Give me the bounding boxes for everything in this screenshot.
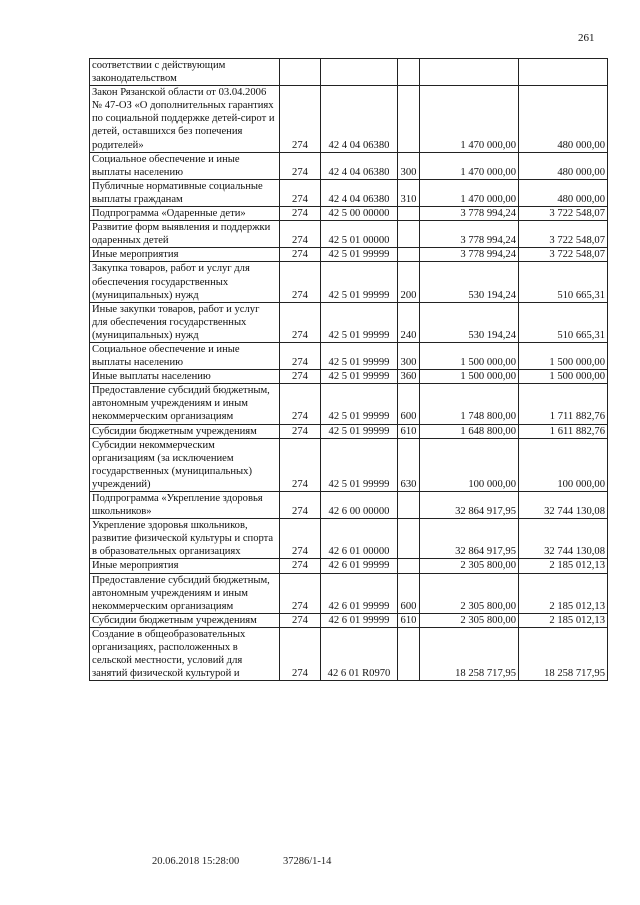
row-target-article-cell: 42 6 01 00000: [321, 519, 398, 559]
table-row: [90, 152, 608, 179]
row-amount-executed-cell: 480 000,00: [519, 152, 608, 179]
row-target-article-cell: 42 5 01 99999: [321, 248, 398, 262]
row-amount-executed-cell: 3 722 548,07: [519, 248, 608, 262]
row-amount-executed-cell: 3 722 548,07: [519, 207, 608, 221]
footer-timestamp: 20.06.2018 15:28:00: [152, 856, 240, 867]
row-target-article-cell: 42 6 01 99999: [321, 559, 398, 573]
row-expense-type-cell: 630: [398, 438, 420, 491]
row-amount-planned-cell: 1 748 800,00: [420, 384, 519, 424]
row-amount-executed-cell: 32 744 130,08: [519, 519, 608, 559]
row-name-cell: Субсидии бюджетным учреждениям: [90, 613, 280, 627]
row-target-article-cell: 42 4 04 06380: [321, 86, 398, 152]
row-name-cell: Иные мероприятия: [90, 248, 280, 262]
row-amount-executed-cell: [519, 59, 608, 86]
row-name-cell: Социальное обеспечение и иные выплаты населению: [90, 152, 280, 179]
row-amount-executed-cell: 1 500 000,00: [519, 370, 608, 384]
row-expense-type-cell: 240: [398, 302, 420, 342]
table-row: [90, 438, 608, 491]
table-row: [90, 573, 608, 613]
row-admin-code-cell: 274: [280, 152, 321, 179]
table-row: [90, 248, 608, 262]
row-amount-executed-cell: 2 185 012,13: [519, 573, 608, 613]
row-name-cell: Иные мероприятия: [90, 559, 280, 573]
row-target-article-cell: 42 5 01 99999: [321, 438, 398, 491]
row-admin-code-cell: 274: [280, 221, 321, 248]
row-amount-executed-cell: 3 722 548,07: [519, 221, 608, 248]
row-admin-code-cell: 274: [280, 627, 321, 680]
row-target-article-cell: 42 4 04 06380: [321, 152, 398, 179]
row-expense-type-cell: 610: [398, 613, 420, 627]
row-amount-planned-cell: 32 864 917,95: [420, 519, 519, 559]
row-admin-code-cell: 274: [280, 262, 321, 302]
row-expense-type-cell: 300: [398, 152, 420, 179]
row-amount-executed-cell: 480 000,00: [519, 179, 608, 206]
row-admin-code-cell: 274: [280, 519, 321, 559]
row-amount-executed-cell: 480 000,00: [519, 86, 608, 152]
table-row: [90, 613, 608, 627]
row-expense-type-cell: 600: [398, 384, 420, 424]
row-expense-type-cell: 360: [398, 370, 420, 384]
row-expense-type-cell: 200: [398, 262, 420, 302]
row-name-cell: Укрепление здоровья школьников, развитие физической культуры и спорта в образовательных организациях: [90, 519, 280, 559]
row-name-cell: Развитие форм выявления и поддержки одаренных детей: [90, 221, 280, 248]
row-expense-type-cell: 310: [398, 179, 420, 206]
row-amount-planned-cell: 1 500 000,00: [420, 370, 519, 384]
row-amount-planned-cell: 1 500 000,00: [420, 342, 519, 369]
table-row: [90, 559, 608, 573]
budget-table-body: [90, 59, 608, 681]
row-amount-executed-cell: 2 185 012,13: [519, 559, 608, 573]
row-name-cell: Социальное обеспечение и иные выплаты населению: [90, 342, 280, 369]
table-row: [90, 86, 608, 152]
table-row: [90, 384, 608, 424]
table-row: [90, 59, 608, 86]
row-amount-planned-cell: 530 194,24: [420, 262, 519, 302]
row-target-article-cell: [321, 59, 398, 86]
row-expense-type-cell: [398, 627, 420, 680]
row-amount-planned-cell: 1 648 800,00: [420, 424, 519, 438]
row-amount-planned-cell: 1 470 000,00: [420, 179, 519, 206]
table-row: [90, 370, 608, 384]
table-row: [90, 221, 608, 248]
row-amount-planned-cell: 100 000,00: [420, 438, 519, 491]
row-name-cell: Субсидии некоммерческим организациям (за исключением государственных (муниципальных) учреждений): [90, 438, 280, 491]
row-expense-type-cell: [398, 248, 420, 262]
row-admin-code-cell: 274: [280, 248, 321, 262]
row-admin-code-cell: [280, 59, 321, 86]
row-amount-executed-cell: 100 000,00: [519, 438, 608, 491]
row-expense-type-cell: [398, 519, 420, 559]
row-amount-executed-cell: 32 744 130,08: [519, 492, 608, 519]
row-amount-planned-cell: 32 864 917,95: [420, 492, 519, 519]
row-expense-type-cell: 600: [398, 573, 420, 613]
row-expense-type-cell: [398, 86, 420, 152]
row-admin-code-cell: 274: [280, 342, 321, 369]
row-name-cell: Создание в общеобразовательных организациях, расположенных в сельской местности, условий для занятий физической культурой и: [90, 627, 280, 680]
table-row: [90, 492, 608, 519]
row-amount-planned-cell: 2 305 800,00: [420, 573, 519, 613]
row-amount-executed-cell: 1 500 000,00: [519, 342, 608, 369]
row-amount-executed-cell: 510 665,31: [519, 302, 608, 342]
row-admin-code-cell: 274: [280, 384, 321, 424]
row-amount-planned-cell: 530 194,24: [420, 302, 519, 342]
row-name-cell: Закупка товаров, работ и услуг для обеспечения государственных (муниципальных) нужд: [90, 262, 280, 302]
row-target-article-cell: 42 5 01 99999: [321, 342, 398, 369]
row-admin-code-cell: 274: [280, 613, 321, 627]
row-amount-planned-cell: [420, 59, 519, 86]
row-amount-planned-cell: 3 778 994,24: [420, 248, 519, 262]
row-target-article-cell: 42 5 01 99999: [321, 262, 398, 302]
table-row: [90, 262, 608, 302]
row-target-article-cell: 42 6 01 99999: [321, 613, 398, 627]
row-expense-type-cell: [398, 59, 420, 86]
row-expense-type-cell: [398, 492, 420, 519]
row-name-cell: Иные выплаты населению: [90, 370, 280, 384]
row-name-cell: Предоставление субсидий бюджетным, автономным учреждениям и иным некоммерческим организациям: [90, 384, 280, 424]
row-expense-type-cell: [398, 559, 420, 573]
row-admin-code-cell: 274: [280, 86, 321, 152]
table-row: [90, 519, 608, 559]
row-name-cell: Закон Рязанской области от 03.04.2006 № 47-ОЗ «О дополнительных гарантиях по социальной поддержке детей-сирот и детей, оставшихся без попечения родителей»: [90, 86, 280, 152]
row-amount-executed-cell: 2 185 012,13: [519, 613, 608, 627]
row-admin-code-cell: 274: [280, 302, 321, 342]
table-row: [90, 342, 608, 369]
row-target-article-cell: 42 5 00 00000: [321, 207, 398, 221]
row-expense-type-cell: 300: [398, 342, 420, 369]
row-amount-planned-cell: 2 305 800,00: [420, 559, 519, 573]
row-expense-type-cell: [398, 221, 420, 248]
row-target-article-cell: 42 5 01 99999: [321, 370, 398, 384]
footer-document-id: 37286/1-14: [283, 856, 332, 867]
row-admin-code-cell: 274: [280, 492, 321, 519]
table-row: [90, 207, 608, 221]
row-target-article-cell: 42 5 01 99999: [321, 424, 398, 438]
row-amount-executed-cell: 18 258 717,95: [519, 627, 608, 680]
row-target-article-cell: 42 5 01 00000: [321, 221, 398, 248]
page-number: 261: [578, 32, 595, 44]
row-target-article-cell: 42 5 01 99999: [321, 384, 398, 424]
row-amount-planned-cell: 2 305 800,00: [420, 613, 519, 627]
row-amount-executed-cell: 1 611 882,76: [519, 424, 608, 438]
row-name-cell: Субсидии бюджетным учреждениям: [90, 424, 280, 438]
row-target-article-cell: 42 6 01 99999: [321, 573, 398, 613]
row-amount-executed-cell: 510 665,31: [519, 262, 608, 302]
row-target-article-cell: 42 6 01 R0970: [321, 627, 398, 680]
row-amount-planned-cell: 3 778 994,24: [420, 221, 519, 248]
table-row: [90, 302, 608, 342]
row-target-article-cell: 42 4 04 06380: [321, 179, 398, 206]
row-admin-code-cell: 274: [280, 438, 321, 491]
row-amount-planned-cell: 1 470 000,00: [420, 86, 519, 152]
row-target-article-cell: 42 6 00 00000: [321, 492, 398, 519]
table-row: [90, 179, 608, 206]
budget-table: [89, 58, 608, 681]
row-name-cell: соответствии с действующим законодательством: [90, 59, 280, 86]
row-amount-executed-cell: 1 711 882,76: [519, 384, 608, 424]
row-amount-planned-cell: 3 778 994,24: [420, 207, 519, 221]
row-name-cell: Иные закупки товаров, работ и услуг для обеспечения государственных (муниципальных) нужд: [90, 302, 280, 342]
row-name-cell: Подпрограмма «Одаренные дети»: [90, 207, 280, 221]
row-admin-code-cell: 274: [280, 179, 321, 206]
row-name-cell: Предоставление субсидий бюджетным, автономным учреждениям и иным некоммерческим организациям: [90, 573, 280, 613]
row-admin-code-cell: 274: [280, 370, 321, 384]
row-name-cell: Публичные нормативные социальные выплаты гражданам: [90, 179, 280, 206]
row-target-article-cell: 42 5 01 99999: [321, 302, 398, 342]
row-amount-planned-cell: 1 470 000,00: [420, 152, 519, 179]
row-admin-code-cell: 274: [280, 559, 321, 573]
row-expense-type-cell: [398, 207, 420, 221]
table-row: [90, 627, 608, 680]
row-admin-code-cell: 274: [280, 573, 321, 613]
row-expense-type-cell: 610: [398, 424, 420, 438]
row-amount-planned-cell: 18 258 717,95: [420, 627, 519, 680]
row-admin-code-cell: 274: [280, 207, 321, 221]
table-row: [90, 424, 608, 438]
row-name-cell: Подпрограмма «Укрепление здоровья школьников»: [90, 492, 280, 519]
row-admin-code-cell: 274: [280, 424, 321, 438]
